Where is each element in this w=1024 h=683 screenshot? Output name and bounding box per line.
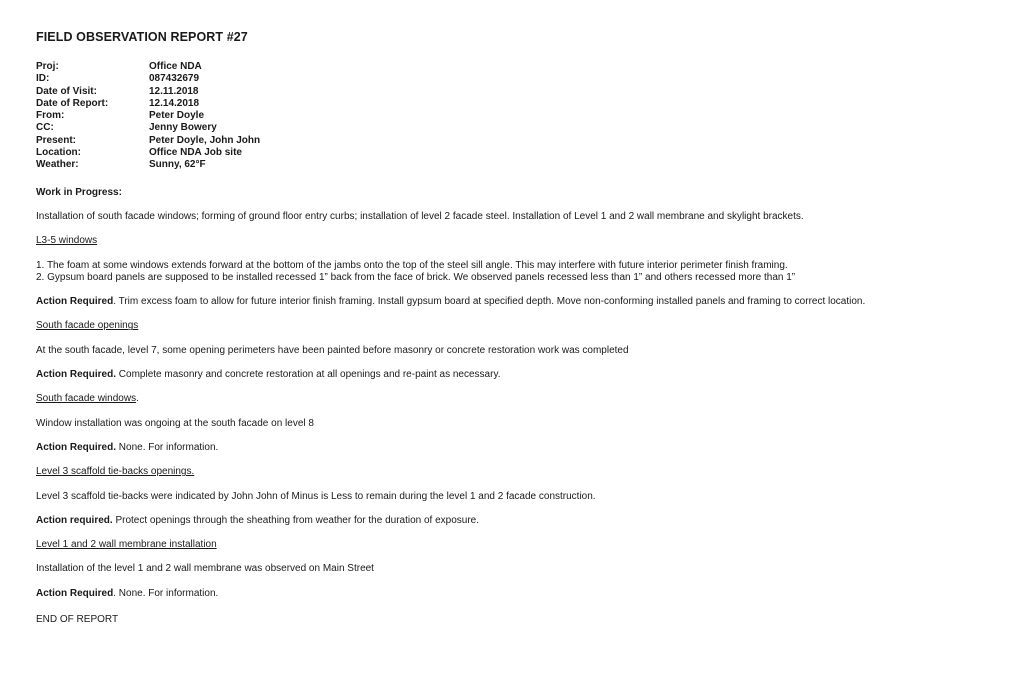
section-body	[36, 491, 996, 503]
action-text: . Trim excess foam to allow for future interior finish framing. Install gypsum board at specified depth. Move non-conforming installed panels and framing to correct location.	[113, 296, 866, 308]
meta-label: ID:	[36, 73, 50, 85]
section-line: Installation of the level 1 and 2 wall membrane was observed on Main Street	[36, 563, 374, 575]
end-of-report: END OF REPORT	[36, 614, 119, 626]
action-label: Action Required.	[36, 369, 117, 381]
meta-value: 12.11.2018	[149, 85, 199, 97]
action-required	[36, 442, 996, 454]
section-heading-suffix: .	[136, 393, 139, 405]
meta-label: From:	[36, 110, 65, 122]
section-line: 2. Gypsum board panels are supposed to be installed recessed 1” back from the face of brick. We observed panels recessed less than 1” and others recessed more than 1”	[36, 271, 796, 283]
meta-label: CC:	[36, 122, 54, 134]
section-body	[36, 345, 996, 357]
section-line: Window installation was ongoing at the south facade on level 8	[36, 417, 314, 429]
action-text: . None. For information.	[113, 587, 219, 599]
wip-text: Installation of south facade windows; forming of ground floor entry curbs; installation of level 2 facade steel. Installation of Level 1 and 2 wall membrane and skylight brackets.	[36, 210, 804, 222]
meta-value: Sunny, 62°F	[149, 159, 206, 171]
section-heading	[36, 466, 996, 478]
section-heading	[36, 320, 996, 332]
meta-value: Office NDA	[149, 61, 202, 72]
section-heading-text: L3-5 windows	[36, 235, 98, 247]
report-meta	[36, 61, 996, 172]
section-body	[36, 260, 996, 285]
wip-heading: Work in Progress:	[36, 186, 122, 198]
section-heading-text: Level 3 scaffold tie-backs openings.	[36, 466, 195, 478]
report-page	[36, 29, 996, 638]
action-label: Action Required.	[36, 441, 117, 453]
meta-label: Present:	[36, 134, 77, 146]
meta-value: Jenny Bowery	[149, 122, 217, 134]
action-required	[36, 515, 996, 527]
section-line: Level 3 scaffold tie-backs were indicated by John John of Minus is Less to remain during the level 1 and 2 facade construction.	[36, 490, 596, 502]
meta-label: Date of Report:	[36, 97, 109, 109]
section-line: 1. The foam at some windows extends forward at the bottom of the jambs onto the top of the steel sill angle. This may interfere with future interior perimeter finish framing.	[36, 259, 788, 271]
action-required	[36, 296, 996, 308]
action-text: None. For information.	[116, 441, 219, 453]
section-heading	[36, 235, 996, 247]
section-heading	[36, 393, 996, 405]
action-text: Complete masonry and concrete restoration at all openings and re-paint as necessary.	[116, 369, 501, 381]
meta-value: 12.14.2018	[149, 97, 200, 109]
meta-label: Proj:	[36, 61, 59, 72]
action-label: Action Required	[36, 587, 114, 599]
meta-value: 087432679	[149, 73, 200, 85]
section-line: At the south facade, level 7, some opening perimeters have been painted before masonry or concrete restoration work was completed	[36, 344, 629, 356]
meta-value: Peter Doyle	[149, 110, 205, 122]
section-heading-text: South facade windows	[36, 393, 137, 405]
meta-value: Peter Doyle, John John	[149, 134, 261, 146]
section-body	[36, 418, 996, 430]
report-title: FIELD OBSERVATION REPORT #27	[36, 30, 248, 44]
section-heading-text: South facade openings	[36, 320, 139, 332]
meta-value: Office NDA Job site	[149, 147, 242, 159]
meta-label: Weather:	[36, 159, 79, 171]
action-label: Action required.	[36, 514, 113, 526]
action-required	[36, 588, 996, 600]
section-heading	[36, 539, 996, 551]
meta-label: Date of Visit:	[36, 85, 97, 97]
meta-label: Location:	[36, 147, 81, 159]
section-body	[36, 563, 996, 575]
section-heading-text: Level 1 and 2 wall membrane installation	[36, 539, 217, 551]
action-required	[36, 369, 996, 381]
observation-sections	[36, 235, 996, 600]
action-label: Action Required	[36, 296, 114, 308]
action-text: Protect openings through the sheathing from weather for the duration of exposure.	[112, 514, 480, 526]
